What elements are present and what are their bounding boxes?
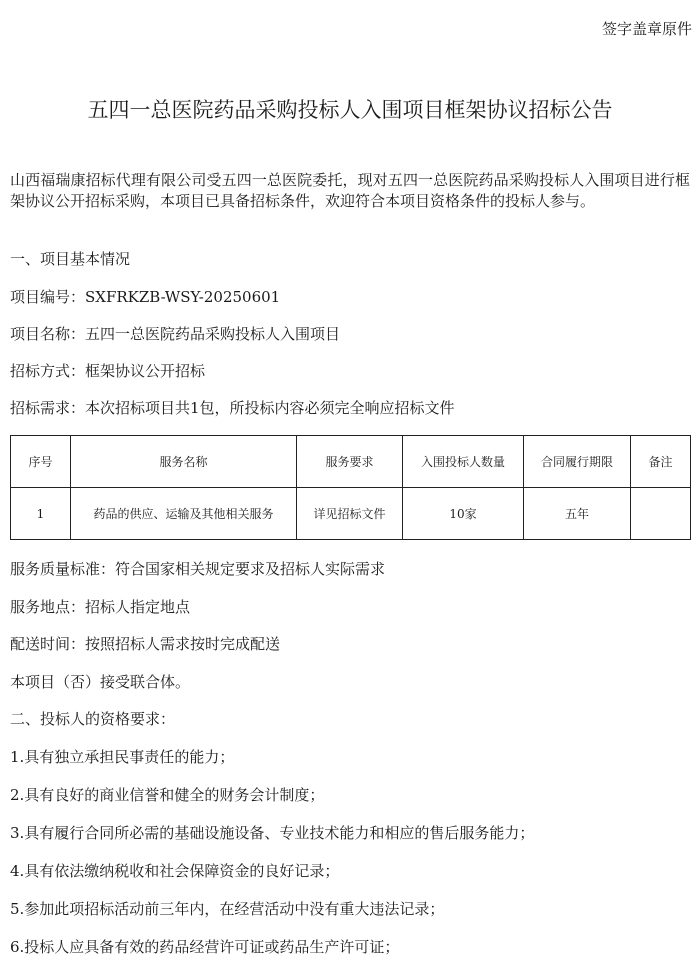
signature-stamp-note: 签字盖章原件: [601, 20, 692, 38]
table-header-row: [11, 436, 691, 488]
qualification-item: 2.具有良好的商业信誉和健全的财务会计制度；: [10, 786, 325, 804]
service-location-line: [10, 596, 190, 617]
cell-service-name: 药品的供应、运输及其他相关服务: [71, 488, 297, 540]
delivery-time-value: 按照招标人需求按时完成配送: [85, 635, 281, 653]
col-header-contract-period: 合同履行期限: [524, 436, 631, 488]
consortium-line: 本项目（否）接受联合体。: [10, 673, 191, 691]
col-header-service-req: 服务要求: [297, 436, 403, 488]
cell-no: 1: [11, 488, 71, 540]
bid-method-line: [10, 360, 205, 381]
cell-contract-period: 五年: [524, 488, 631, 540]
project-number-value: SXFRKZB-WSY-20250601: [85, 288, 281, 306]
qualification-item: 3.具有履行合同所必需的基础设施设备、专业技术能力和相应的售后服务能力；: [10, 824, 535, 842]
quality-standard-label: 服务质量标准：: [10, 560, 116, 578]
qualification-item: 5.参加此项招标活动前三年内，在经营活动中没有重大违法记录；: [10, 900, 445, 918]
project-name-label: 项目名称：: [10, 325, 86, 343]
section1-heading: 一、项目基本情况: [10, 250, 131, 268]
qualification-item: 4.具有依法缴纳税收和社会保障资金的良好记录；: [10, 862, 340, 880]
project-name-line: [10, 323, 340, 344]
section2-heading: 二、投标人的资格要求：: [10, 710, 176, 728]
quality-standard-line: [10, 558, 385, 579]
bid-method-label: 招标方式：: [10, 362, 86, 380]
cell-bidder-count: 10家: [403, 488, 524, 540]
document-title: 五四一总医院药品采购投标人入围项目框架协议招标公告: [87, 98, 613, 122]
service-location-label: 服务地点：: [10, 598, 86, 616]
col-header-bidder-count: 入围投标人数量: [403, 436, 524, 488]
col-header-no: 序号: [11, 436, 71, 488]
bid-demand-line: [10, 397, 455, 418]
bid-method-value: 框架协议公开招标: [85, 362, 206, 380]
project-number-label: 项目编号：: [10, 288, 86, 306]
table-row: [11, 488, 691, 540]
service-location-value: 招标人指定地点: [85, 598, 191, 616]
qualification-item: 6.投标人应具备有效的药品经营许可证或药品生产许可证；: [10, 938, 400, 956]
cell-remark: [631, 488, 691, 540]
col-header-remark: 备注: [631, 436, 691, 488]
service-table: [10, 435, 691, 540]
delivery-time-line: [10, 633, 280, 654]
bid-demand-label: 招标需求：: [10, 399, 86, 417]
intro-paragraph: 山西福瑞康招标代理有限公司受五四一总医院委托，现对五四一总医院药品采购投标人入围项目进行框架协议公开招标采购，本项目已具备招标条件，欢迎符合本项目资格条件的投标人参与。: [10, 171, 690, 210]
cell-service-req: 详见招标文件: [297, 488, 403, 540]
project-name-value: 五四一总医院药品采购投标人入围项目: [85, 325, 341, 343]
quality-standard-value: 符合国家相关规定要求及招标人实际需求: [115, 560, 386, 578]
bid-demand-value: 本次招标项目共1包，所投标内容必须完全响应招标文件: [85, 399, 455, 417]
project-number-line: [10, 286, 280, 307]
col-header-service-name: 服务名称: [71, 436, 297, 488]
delivery-time-label: 配送时间：: [10, 635, 86, 653]
qualification-item: 1.具有独立承担民事责任的能力；: [10, 748, 235, 766]
